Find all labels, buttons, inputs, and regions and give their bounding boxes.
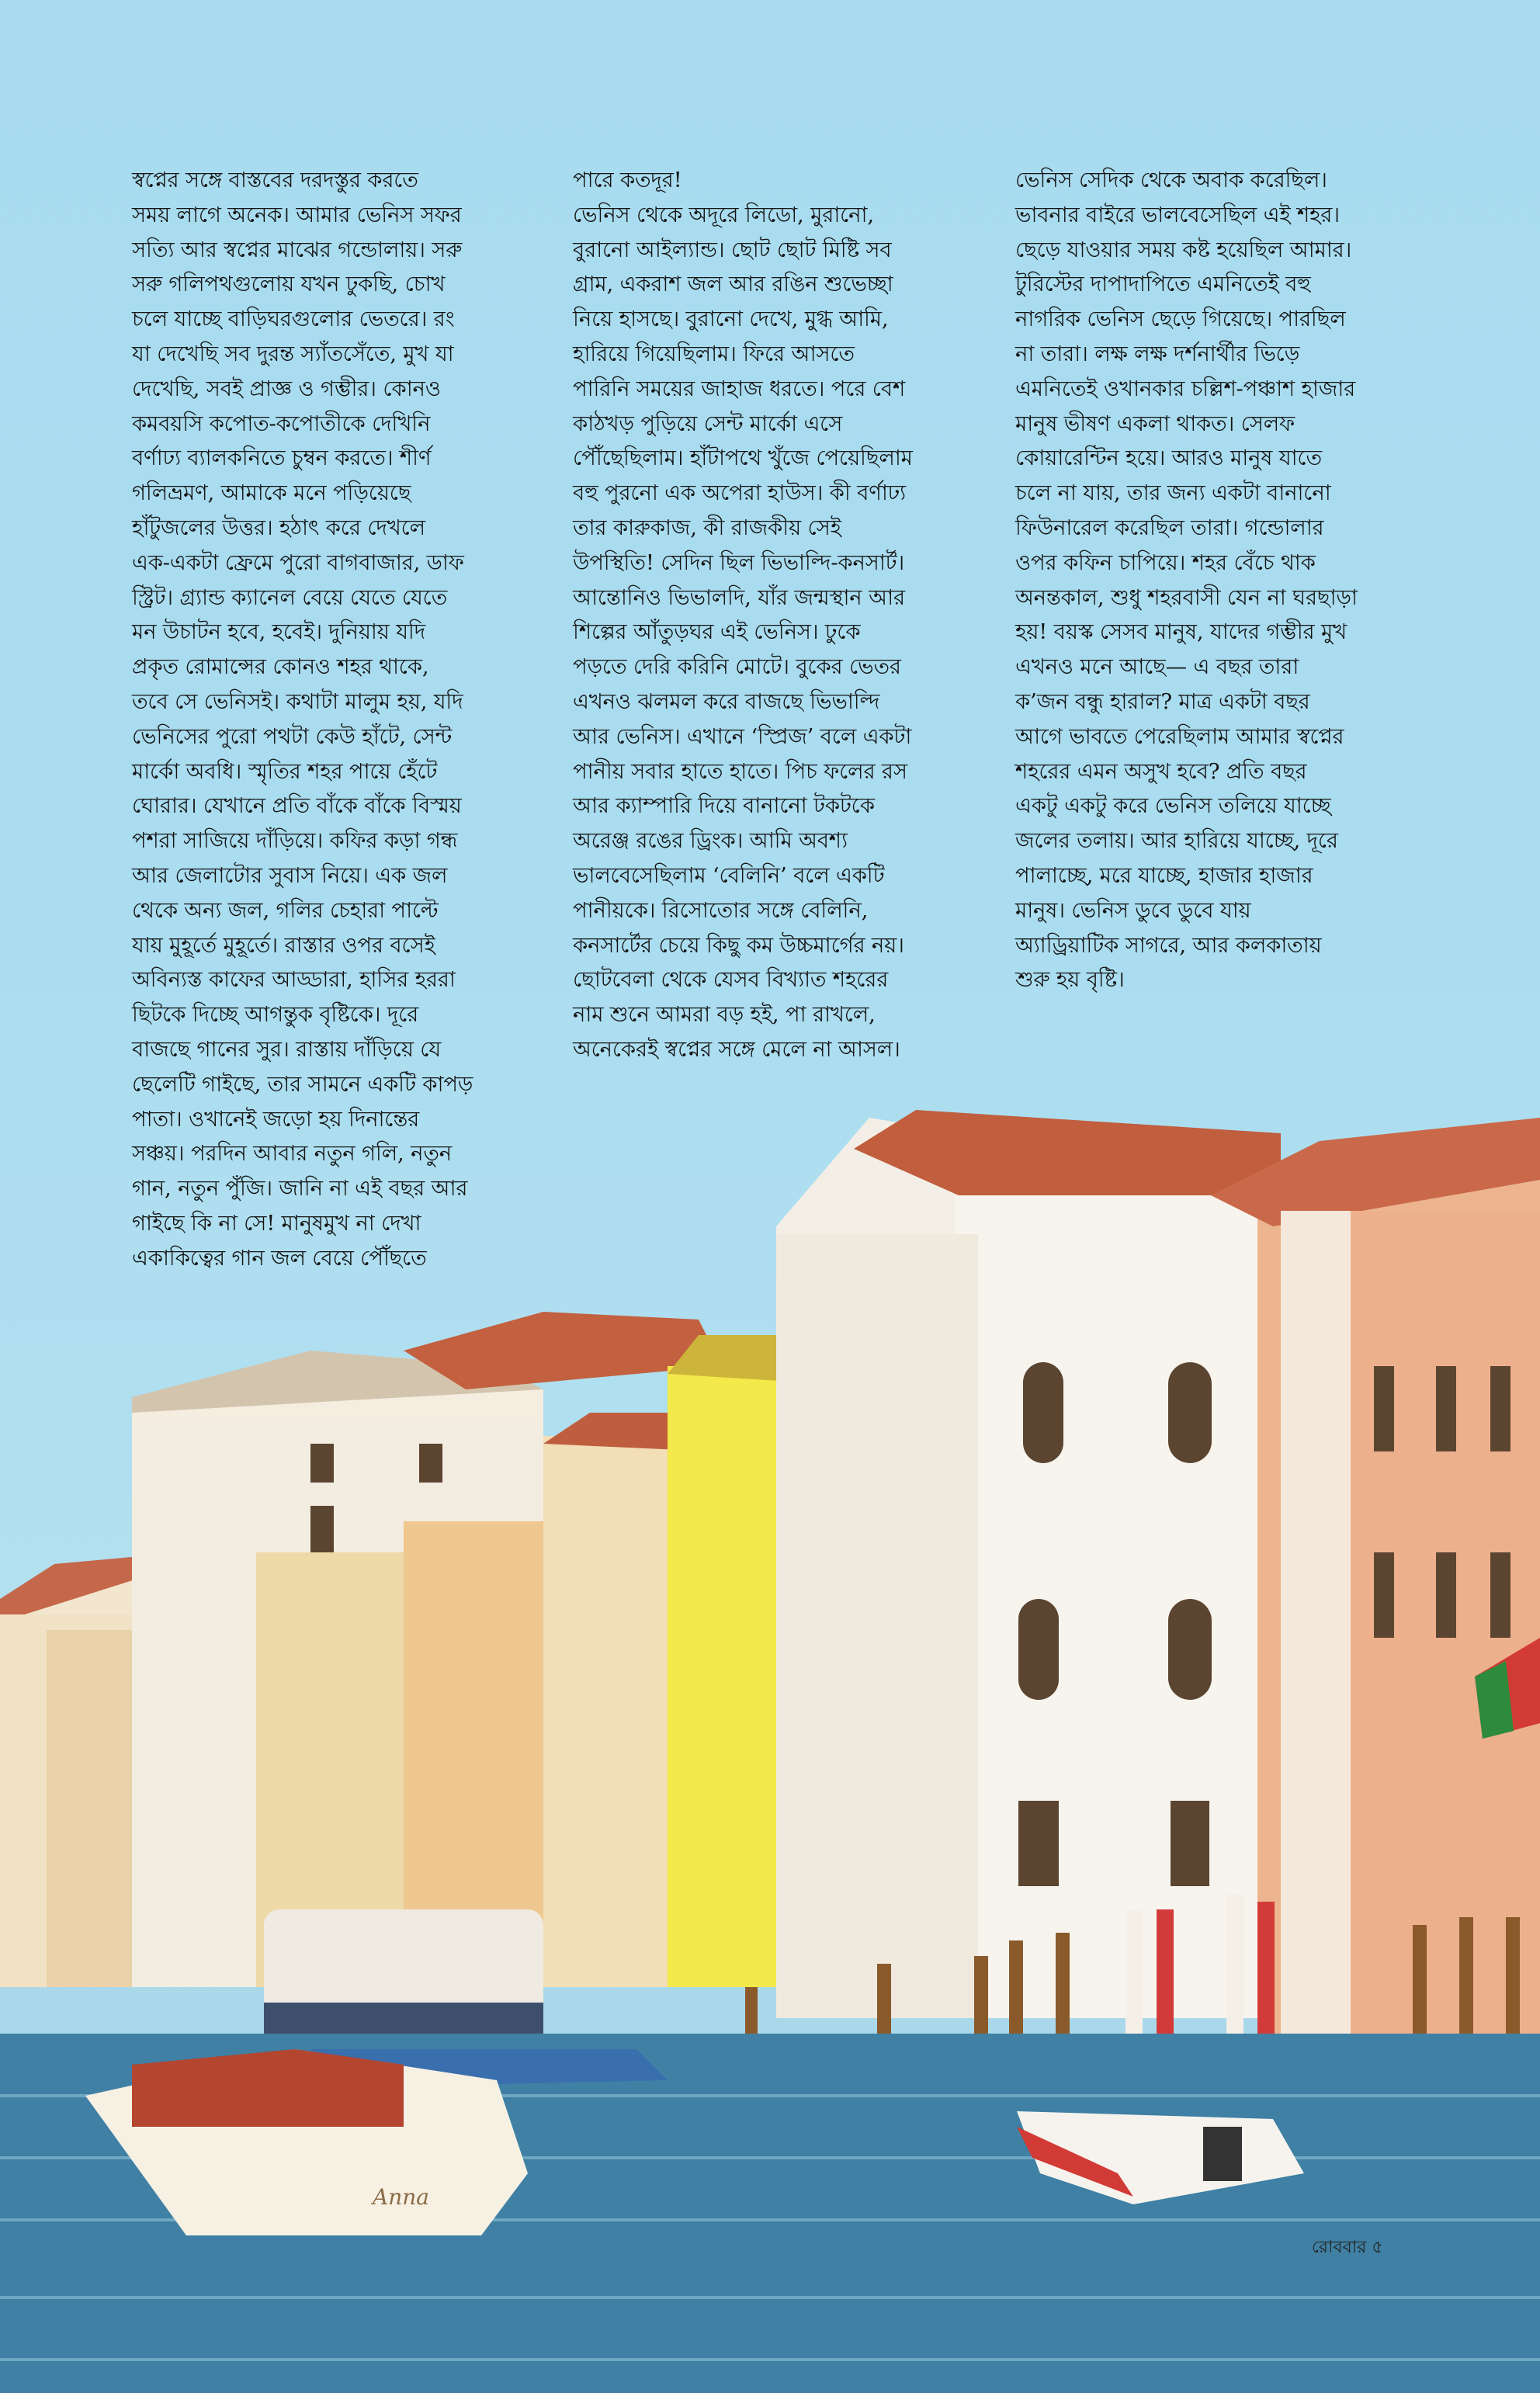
boat-name-label: Anna bbox=[373, 2184, 429, 2210]
page-folio: রোববার ৫ bbox=[1312, 2238, 1383, 2257]
article-column-2: পারে কতদূর! ভেনিস থেকে অদূরে লিডো, মুরানো, বুরানো আইল্যান্ড। ছোট ছোট মিষ্টি সব গ্রাম, একরাশ জল আর রঙিন শুভেচ্ছা নিয়ে হাসছে। বুরানো দেখে, মুগ্ধ আমি, হারিয়ে গিয়েছিলাম। ফিরে আসতে পারিনি সময়ের জাহাজ ধরতে। পরে বেশ কাঠখড় পুড়িয়ে সেন্ট মার্কো এসে পৌঁছেছিলাম। হাঁটাপথে খুঁজে পেয়েছিলাম বহু পুরনো এক অপেরা হাউস। কী বর্ণাঢ্য তার কারুকাজ, কী রাজকীয় সেই উপস্থিতি! সেদিন ছিল ভিভাল্দি-কনসার্ট। আন্তোনিও ভিভালদি, যাঁর জন্মস্থান আর শিল্পের আঁতুড়ঘর এই ভেনিস। ঢুকে পড়তে দেরি করিনি মোটে। বুকের ভেতর এখনও ঝলমল করে বাজছে ভিভাল্দি আর ভেনিস। এখানে ‘স্প্রিজ’ বলে একটা পানীয় সবার হাতে হাতে। পিচ ফলের রস আর ক্যাম্পারি দিয়ে বানানো টকটকে অরেঞ্জ রঙের ড্রিংক। আমি অবশ্য ভালবেসেছিলাম ‘বেলিনি’ বলে একটি পানীয়কে। রিসোতোর সঙ্গে বেলিনি, কনসার্টের চেয়ে কিছু কম উচ্চমার্গের নয়। ছোটবেলা থেকে যেসব বিখ্যাত শহরের নাম শুনে আমরা বড় হই, পা রাখলে, অনেকেরই স্বপ্নের সঙ্গে মেলে না আসল। bbox=[573, 168, 913, 1062]
vaporetto-boat bbox=[264, 1909, 543, 2034]
article-column-1: স্বপ্নের সঙ্গে বাস্তবের দরদস্তুর করতে সময় লাগে অনেক। আমার ভেনিস সফর সত্যি আর স্বপ্নের মাঝের গন্ডোলায়। সরু সরু গলিপথগুলোয় যখন ঢুকছি, চোখ চলে যাচ্ছে বাড়িঘরগুলোর ভেতরে। রং যা দেখেছি সব দুরন্ত স্যাঁতসেঁতে, মুখ যা দেখেছি, সবই প্রাজ্ঞ ও গম্ভীর। কোনও কমবয়সি কপোত-কপোতীকে দেখিনি বর্ণাঢ্য ব্যালকনিতে চুম্বন করতে। শীর্ণ গলিভ্রমণ, আমাকে মনে পড়িয়েছে হাঁটুজলের উত্তর। হঠাৎ করে দেখলে এক-একটা ফ্রেমে পুরো বাগবাজার, ডাফ স্ট্রিট। গ্র্যান্ড ক্যানেল বেয়ে যেতে যেতে মন উচাটন হবে, হবেই। দুনিয়ায় যদি প্রকৃত রোমান্সের কোনও শহর থাকে, তবে সে ভেনিসই। কথাটা মালুম হয়, যদি ভেনিসের পুরো পথটা কেউ হাঁটে, সেন্ট মার্কো অবধি। স্মৃতির শহর পায়ে হেঁটে ঘোরার। যেখানে প্রতি বাঁকে বাঁকে বিস্ময় পশরা সাজিয়ে দাঁড়িয়ে। কফির কড়া গন্ধ আর জেলাটোর সুবাস নিয়ে। এক জল থেকে অন্য জল, গলির চেহারা পাল্টে যায় মুহূর্তে মুহূর্তে। রাস্তার ওপর বসেই অবিন্যস্ত কাফের আড্ডারা, হাসির হররা ছিটকে দিচ্ছে আগন্তুক বৃষ্টিকে। দূরে বাজছে গানের সুর। রাস্তায় দাঁড়িয়ে যে ছেলেটি গাইছে, তার সামনে একটি কাপড় পাতা। ওখানেই জড়ো হয় দিনান্তের সঞ্চয়। পরদিন আবার নতুন গলি, নতুন গান, নতুন পুঁজি। জানি না এই বছর আর গাইছে কি না সে! মানুষমুখ না দেখা একাকিত্বের গান জল বেয়ে পৌঁছতে bbox=[132, 168, 473, 1271]
article-column-3: ভেনিস সেদিক থেকে অবাক করেছিল। ভাবনার বাইরে ভালবেসেছিল এই শহর। ছেড়ে যাওয়ার সময় কষ্ট হয়েছিল আমার। টুরিস্টের দাপাদাপিতে এমনিতেই বহু নাগরিক ভেনিস ছেড়ে গিয়েছে। পারছিল না তারা। লক্ষ লক্ষ দর্শনার্থীর ভিড়ে এমনিতেই ওখানকার চল্লিশ-পঞ্চাশ হাজার মানুষ ভীষণ একলা থাকত। সেলফ কোয়ারেন্টিন হয়ে। আরও মানুষ যাতে চলে না যায়, তার জন্য একটা বানানো ফিউনারেল করেছিল তারা। গন্ডোলার ওপর কফিন চাপিয়ে। শহর বেঁচে থাক অনন্তকাল, শুধু শহরবাসী যেন না ঘরছাড়া হয়! বয়স্ক সেসব মানুষ, যাদের গম্ভীর মুখ এখনও মনে আছে— এ বছর তারা ক’জন বন্ধু হারাল? মাত্র একটা বছর আগে ভাবতে পেরেছিলাম আমার স্বপ্নের শহরের এমন অসুখ হবে? প্রতি বছর একটু একটু করে ভেনিস তলিয়ে যাচ্ছে জলের তলায়। আর হারিয়ে যাচ্ছে, দূরে পালাচ্ছে, মরে যাচ্ছে, হাজার হাজার মানুষ। ভেনিস ডুবে ডুবে যায় অ্যাড্রিয়াটিক সাগরে, আর কলকাতায় শুরু হয় বৃষ্টি। bbox=[1015, 168, 1358, 993]
building-yellow bbox=[668, 1366, 792, 1987]
